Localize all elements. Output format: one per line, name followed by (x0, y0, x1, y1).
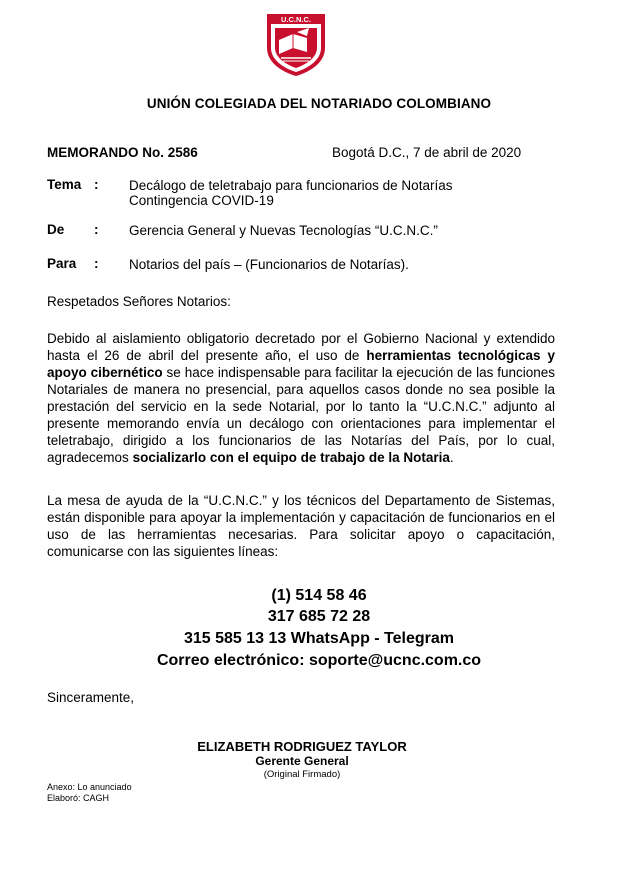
paragraph-2: La mesa de ayuda de la “U.C.N.C.” y los técnicos del Departamento de Sistemas, están disponible para apoyar la implementación y capacitación de funcionarios en el uso de las herramientas necesarias. Para solicitar apoyo o capacitación, comunicarse con las siguientes líneas: (47, 493, 555, 559)
de-value: Gerencia General y Nuevas Tecnologías “U.C.N.C.” (129, 223, 438, 238)
tema-line-2: Contingencia COVID-19 (129, 193, 274, 208)
signer-title: Gerente General (255, 754, 349, 768)
signer-name: ELIZABETH RODRIGUEZ TAYLOR (197, 739, 407, 754)
memo-number: MEMORANDO No. 2586 (47, 145, 198, 160)
p1-bold-socialize: socializarlo con el equipo de trabajo de la Notaria (132, 450, 450, 465)
de-colon: : (94, 222, 99, 237)
elaboro-note: Elaboró: CAGH (47, 793, 110, 803)
de-label: De (47, 222, 65, 237)
contact-phone-2: 317 685 72 28 (267, 608, 371, 625)
memo-date: Bogotá D.C., 7 de abril de 2020 (332, 145, 522, 160)
paragraph-1 (47, 330, 555, 466)
para-label: Para (47, 256, 77, 271)
ucnc-seal-logo (263, 10, 329, 78)
closing-sincerely: Sinceramente, (47, 690, 135, 705)
tema-label: Tema (47, 177, 82, 192)
anexo-note: Anexo: Lo anunciado (47, 782, 132, 792)
signed-note: (Original Firmado) (263, 769, 341, 780)
contact-phone-1: (1) 514 58 46 (271, 587, 367, 604)
p1-bold-tools: herramientas tecnológicas y apoyo cibernético (47, 348, 555, 380)
para-colon: : (94, 256, 99, 271)
p1-text-c: se hace indispensable para facilitar la ejecución de las funciones Notariales de manera no presencial, para aquellos casos donde no sea posible la prestación del servicio en la sede Notarial, por lo tanto la “U.C.N.C.” adjunto al presente memorando envía un decálogo con orientaciones para implementar el teletrabajo, dirigido a los funcionarios de las Notarías del País, por lo cual, agradecemos (47, 365, 555, 465)
logo-text: U.C.N.C. (281, 15, 311, 24)
tema-value (129, 178, 452, 208)
tema-colon: : (94, 177, 99, 192)
tema-line-1: Decálogo de teletrabajo para funcionarios de Notarías (129, 178, 453, 193)
contact-email: Correo electrónico: soporte@ucnc.com.co (156, 652, 482, 669)
p1-text-a: Debido al aislamiento obligatorio decretado por el Gobierno Nacional y extendido hasta el 26 de abril del presente año, el uso de (47, 331, 555, 363)
para-value: Notarios del país – (Funcionarios de Notarías). (129, 257, 409, 272)
salutation: Respetados Señores Notarios: (47, 294, 231, 309)
organization-name: UNIÓN COLEGIADA DEL NOTARIADO COLOMBIANO (146, 96, 492, 111)
contact-phone-3: 315 585 13 13 WhatsApp - Telegram (183, 630, 455, 647)
p1-text-e: . (449, 450, 454, 465)
